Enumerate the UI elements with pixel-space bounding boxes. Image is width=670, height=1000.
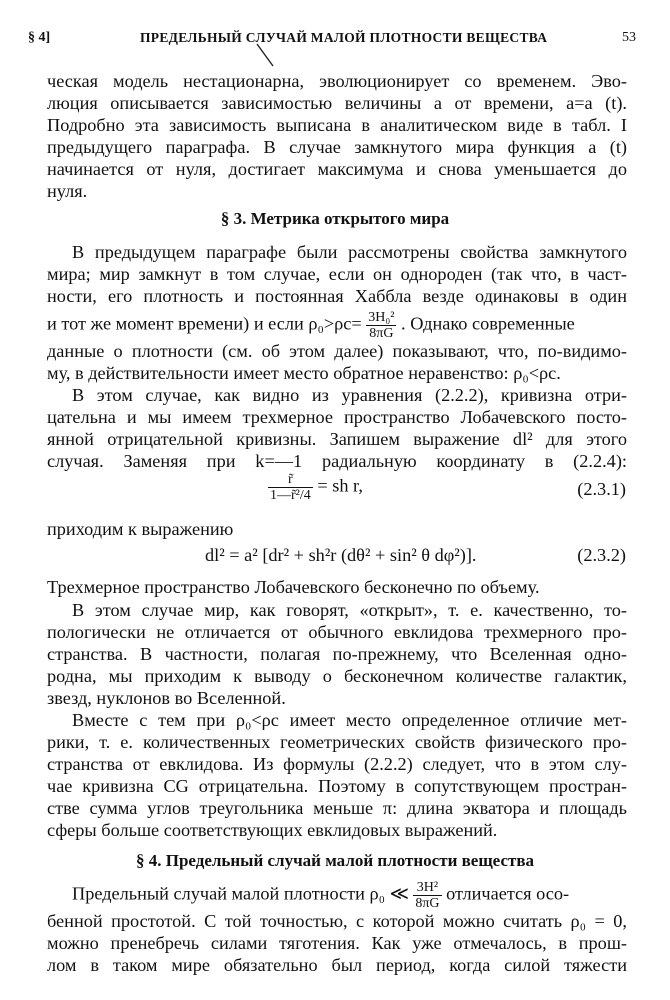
text-line: Подробно эта зависимость выписана в аналитическом виде в табл. I (47, 115, 627, 135)
text-line: нуля. (47, 181, 88, 201)
text-line: Вместе с тем при ρ₀<ρc имеет место определенное отличие мет- (72, 710, 627, 730)
text-before-fraction: Предельный случай малой плотности ρ₀ ≪ (72, 883, 409, 904)
section-4-heading: § 4. Предельный случай малой плотности вещества (135, 851, 535, 870)
text-line: ческая модель нестационарна, эволюционирует со временем. Эво- (47, 71, 627, 91)
section-3-heading: § 3. Метрика открытого мира (220, 209, 450, 228)
text-line: сферы больше соответствующих евклидовых выражений. (47, 820, 498, 840)
text-line: случая. Заменяя при k=—1 радиальную координату в (2.2.4): (47, 451, 627, 471)
text-line: ности, его плотность и постоянная Хаббла везде одинаковы в один (47, 286, 627, 306)
text-line: начинается от нуля, достигает максимума и снова уменьшается до (47, 159, 627, 179)
text-line: В этом случае мир, как говорят, «открыт», т. е. качественно, то- (72, 600, 627, 620)
running-section: § 4] (28, 30, 51, 45)
text-line: му, в действительности имеет место обратное неравенство: ρ₀<ρc. (47, 363, 561, 383)
text-line: Трехмерное пространство Лобачевского бесконечно по объему. (47, 577, 540, 597)
text-line: можно пренебречь силами тяготения. Как уже отмечалось, в прош- (47, 933, 627, 953)
text-line: лом в таком мире обязательно был период, когда силой тяжести (47, 955, 627, 975)
equation-2-3-1 (268, 472, 363, 503)
running-title: ПРЕДЕЛЬНЫЙ СЛУЧАЙ МАЛОЙ ПЛОТНОСТИ ВЕЩЕСТВА (140, 30, 548, 45)
text-line: стве сумма углов треугольника меньше π: длина экватора и площадь (47, 798, 627, 818)
page-number: 53 (622, 30, 636, 45)
text-before-fraction: и тот же момент времени) и если ρ₀>ρc= (47, 313, 362, 334)
inline-formula-line (47, 310, 627, 341)
text-line: люция описывается зависимостью величины a от времени, a=a (t). (47, 93, 627, 113)
critical-density-fraction: $\frac{\text{3H₀²}}{8\pi G}$ (368, 310, 395, 341)
equation-rhs: = sh r, (317, 475, 363, 496)
text-line: янной отрицательной кривизны. Запишем выражение dl² для этого (47, 429, 627, 449)
r-tilde-fraction: $\frac{r̃}{\text{1—r̃²/4}}$ (270, 472, 311, 503)
text-after-fraction: . Однако современные (401, 313, 575, 334)
text-line: цательна и мы имеем трехмерное пространство Лобачевского посто- (47, 407, 627, 427)
text-line: приходим к выражению (47, 519, 234, 539)
text-line: звезд, нуклонов во Вселенной. (47, 688, 286, 708)
text-line: В этом случае, как видно из уравнения (2.2.2), кривизна отри- (72, 385, 627, 405)
equation-label: (2.3.2) (577, 545, 626, 565)
text-line: рики, т. е. количественных геометрических свойств физического про- (47, 732, 627, 752)
text-line: бенной простотой. С той точностью, с которой можно считать ρ₀ = 0, (47, 911, 627, 931)
text-line: чае кривизна CG отрицательна. Поэтому в сопутствующем простран- (47, 776, 627, 796)
equation-label: (2.3.1) (577, 479, 626, 499)
equation-2-3-2: dl² = a² [dr² + sh²r (dθ² + sin² θ dφ²)]. (205, 545, 477, 565)
text-after-fraction: отличается осо- (446, 883, 570, 904)
density-fraction: $\frac{\text{3H²}}{8\pi G}$ (415, 880, 440, 911)
text-line: мира; мир замкнут в том случае, если он однороден (так что, в част- (47, 264, 627, 284)
text-line: В предыдущем параграфе были рассмотрены свойства замкнутого (72, 242, 627, 262)
text-line: данные о плотности (см. об этом далее) показывают, что, по-видимо- (47, 341, 627, 361)
pen-stroke-mark (255, 42, 277, 70)
text-line: предыдущего параграфа. В случае замкнутого мира функция a (t) (47, 137, 627, 157)
text-line: родна, мы приходим к выводу о бесконечном количестве галактик, (47, 666, 627, 686)
inline-formula-line (72, 880, 627, 911)
text-line: пологически не отличается от обычного евклидова трехмерного про- (47, 622, 627, 642)
text-line: странства от евклидова. Из формулы (2.2.2) следует, что в этом слу- (47, 754, 627, 774)
text-line: странства. В частности, полагая по-прежнему, что Вселенная одно- (47, 644, 627, 664)
